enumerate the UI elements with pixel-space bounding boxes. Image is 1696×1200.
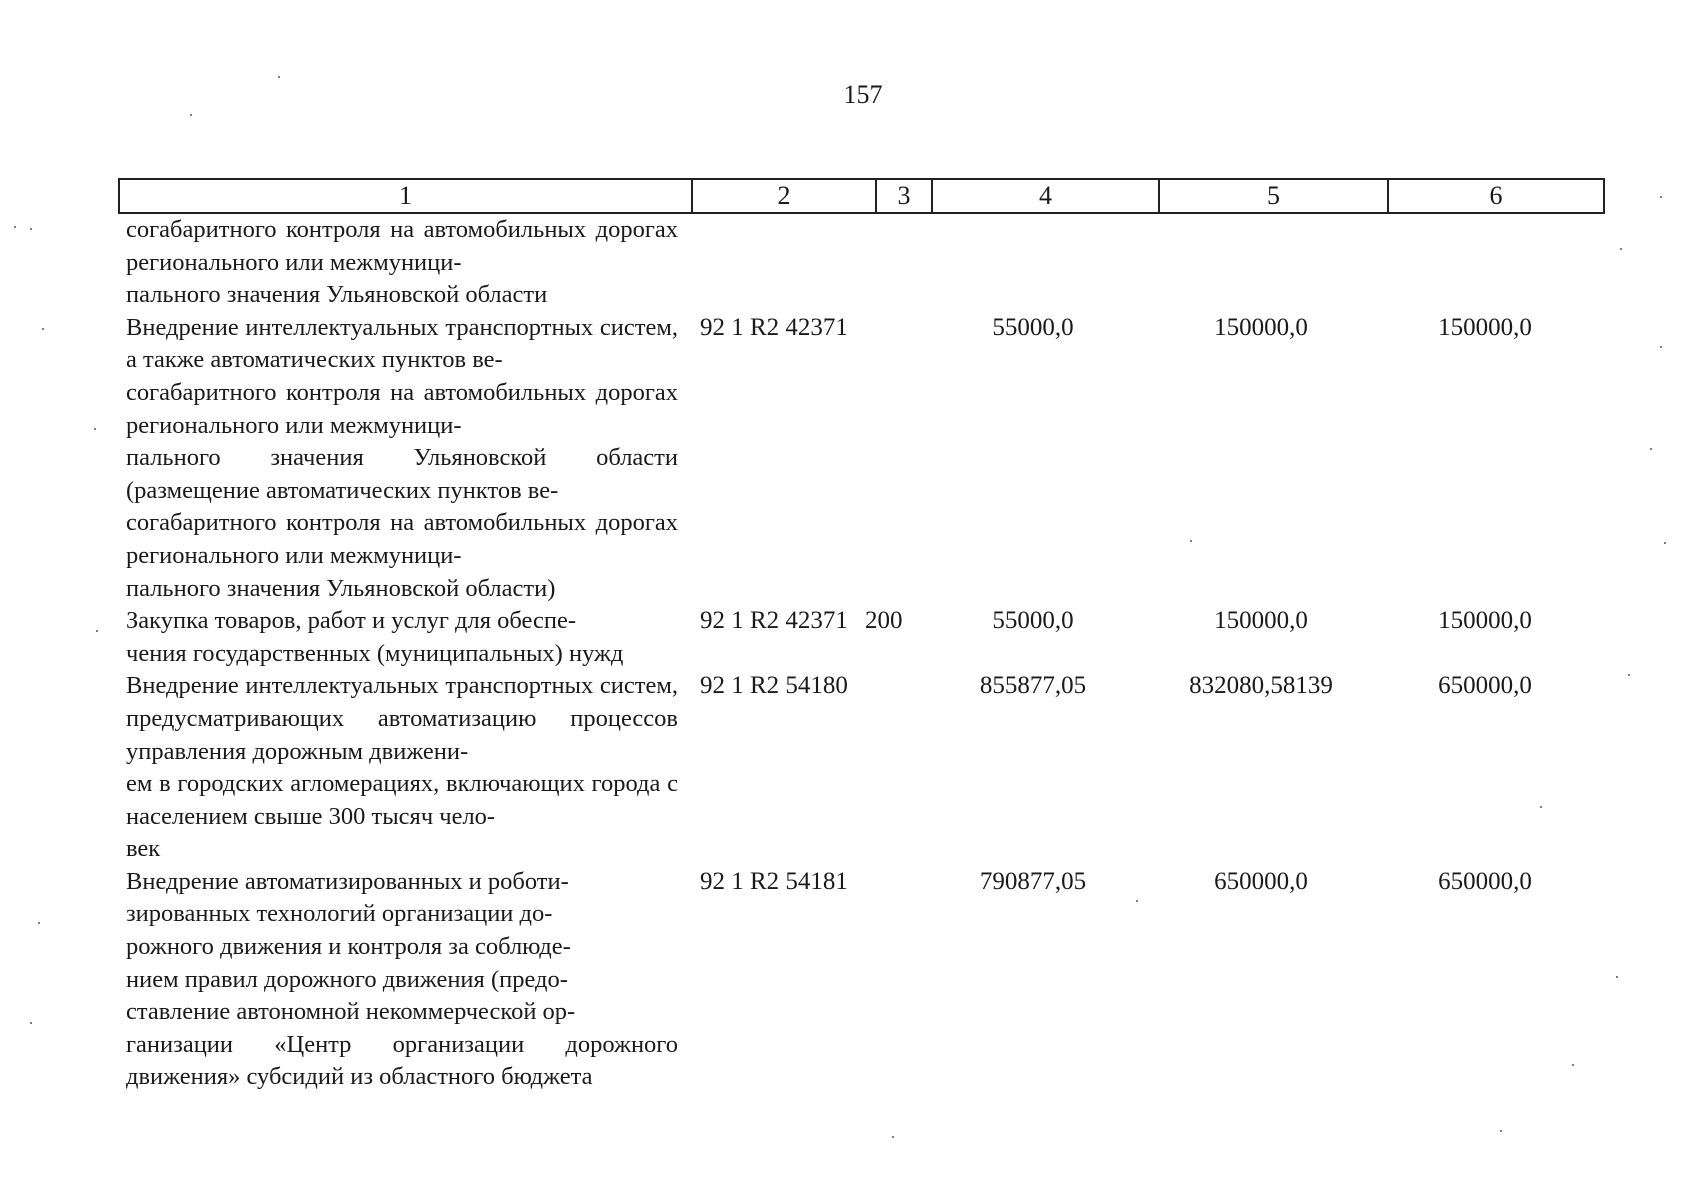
row-value-4: 790877,05 xyxy=(979,867,1087,895)
row-value-6: 650000,0 xyxy=(1438,672,1532,700)
row-description: Закупка товаров, работ и услуг для обеспе- чения государственных (муниципальных) нужд xyxy=(126,607,624,667)
scan-speck xyxy=(1620,248,1622,250)
table-row xyxy=(126,214,1606,312)
scan-speck xyxy=(30,1022,32,1024)
table-header-row xyxy=(118,178,1605,214)
row-value-4: 55000,0 xyxy=(992,313,1074,341)
row-value-6: 150000,0 xyxy=(1438,607,1532,635)
scan-speck xyxy=(96,630,98,632)
row-value-6: 650000,0 xyxy=(1438,867,1532,895)
table-row xyxy=(126,312,1606,605)
scan-speck xyxy=(1664,542,1666,544)
scan-speck xyxy=(14,226,16,228)
scan-speck xyxy=(30,228,32,230)
scan-speck xyxy=(94,428,96,430)
scan-speck xyxy=(1190,540,1192,542)
scan-speck xyxy=(1660,346,1662,348)
row-value-4: 55000,0 xyxy=(992,607,1074,635)
scan-speck xyxy=(1628,674,1630,676)
row-code: 92 1 R2 42371 xyxy=(700,607,848,635)
scan-speck xyxy=(1136,900,1138,902)
scan-speck xyxy=(190,114,192,116)
column-header-1: 1 xyxy=(120,180,693,212)
row-description: согабаритного контроля на автомобильных дорогах регионального или межмуници- пального значения Ульяновской области xyxy=(126,216,678,309)
row-code: 92 1 R2 42371 xyxy=(700,313,848,341)
scan-speck xyxy=(1660,196,1662,198)
row-description: Внедрение интеллектуальных транспортных систем, а также автоматических пунктов ве- согабаритного контроля на автомобильных дорогах регионального или межмуници- пального значения Ульяновской области (размещение автоматических пунктов ве- согабаритного контроля на автомобильных дорогах регионального или межмуници- пального значения Ульяновской области) xyxy=(126,313,678,602)
table-row xyxy=(126,670,1606,866)
row-description: Внедрение интеллектуальных транспортных систем, предусматривающих автоматизацию процессов управления дорожным движени- ем в городских агломерациях, включающих города с населением свыше 300 тысяч чело- век xyxy=(126,672,678,863)
table-row xyxy=(126,866,1606,1094)
scan-speck xyxy=(278,76,280,78)
column-header-6: 6 xyxy=(1489,181,1503,210)
table-body xyxy=(126,214,1606,1094)
page-number: 157 xyxy=(843,80,883,109)
scan-speck xyxy=(1572,1064,1574,1066)
scan-speck xyxy=(1650,448,1652,450)
column-header-3: 3 xyxy=(877,180,933,212)
scan-speck xyxy=(1540,806,1542,808)
column-header-4: 4 xyxy=(933,180,1160,212)
scan-speck xyxy=(1616,976,1618,978)
row-value-4: 855877,05 xyxy=(979,672,1087,700)
row-value-5: 150000,0 xyxy=(1214,607,1308,635)
row-value-5: 150000,0 xyxy=(1214,313,1308,341)
row-code: 92 1 R2 54181 xyxy=(700,867,848,895)
row-code: 92 1 R2 54180 xyxy=(700,672,848,700)
column-header-2: 2 xyxy=(693,180,877,212)
row-type: 200 xyxy=(865,607,903,635)
scan-speck xyxy=(892,1136,894,1138)
table-row xyxy=(126,605,1606,670)
scan-speck xyxy=(42,328,44,330)
row-description: Внедрение автоматизированных и роботи- зированных технологий организации до- рожного движения и контроля за соблюде- нием правил дорожного движения (предо- ставление автономной некоммерческой ор- ганизации «Центр организации дорожного движения» субсидий из областного бюджета xyxy=(126,867,678,1091)
row-value-6: 150000,0 xyxy=(1438,313,1532,341)
scan-speck xyxy=(1500,1130,1502,1132)
row-value-5: 832080,58139 xyxy=(1189,672,1333,700)
scan-speck xyxy=(38,922,40,924)
column-header-5: 5 xyxy=(1160,180,1389,212)
row-value-5: 650000,0 xyxy=(1214,867,1308,895)
